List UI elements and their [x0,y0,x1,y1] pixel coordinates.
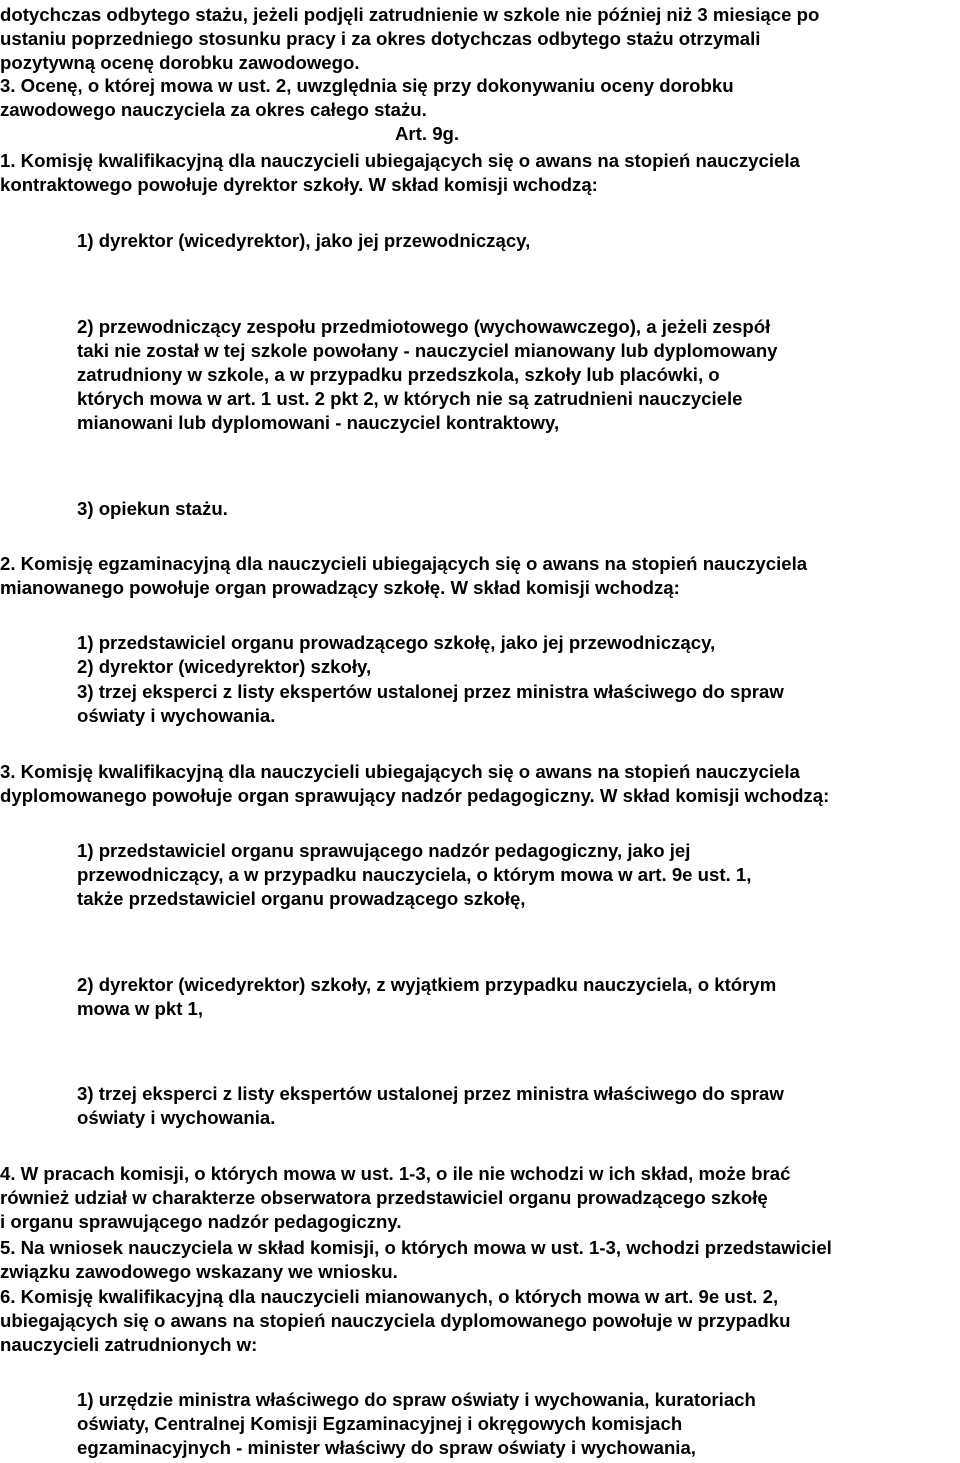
text-line: 4. W pracach komisji, o których mowa w ust. 1-3, o ile nie wchodzi w ich skład, może brać [0,1163,791,1184]
text-line: mianowanego powołuje organ prowadzący szkołę. W skład komisji wchodzą: [0,577,680,598]
text-line: dyplomowanego powołuje organ sprawujący nadzór pedagogiczny. W skład komisji wchodzą: [0,785,830,806]
text-line: 3. Komisję kwalifikacyjną dla nauczycieli ubiegających się o awans na stopień nauczyciela [0,761,800,782]
text-line: 1. Komisję kwalifikacyjną dla nauczycieli ubiegających się o awans na stopień nauczyciela [0,150,800,171]
text-line: 3. Ocenę, o której mowa w ust. 2, uwzględnia się przy dokonywaniu oceny dorobku [0,75,734,96]
text-line: mowa w pkt 1, [77,998,204,1019]
list-item: 1) przedstawiciel organu sprawującego nadzór pedagogiczny, jako jej [77,840,691,861]
text-line: 6. Komisję kwalifikacyjną dla nauczycieli mianowanych, o których mowa w art. 9e ust. 2, [0,1286,779,1307]
text-line: także przedstawiciel organu prowadzącego szkołę, [77,888,526,909]
article-heading: Art. 9g. [395,123,460,144]
text-line: pozytywną ocenę dorobku zawodowego. [0,52,360,73]
text-line: związku zawodowego wskazany we wniosku. [0,1261,398,1282]
text-line: 2. Komisję egzaminacyjną dla nauczycieli ubiegających się o awans na stopień nauczyciela [0,553,808,574]
list-item: 1) przedstawiciel organu prowadzącego szkołę, jako jej przewodniczący, [77,632,716,653]
text-line: zawodowego nauczyciela za okres całego stażu. [0,99,427,120]
list-item: 2) dyrektor (wicedyrektor) szkoły, z wyjątkiem przypadku nauczyciela, o którym [77,974,777,995]
text-line: przewodniczący, a w przypadku nauczyciela, o którym mowa w art. 9e ust. 1, [77,864,752,885]
text-line: mianowani lub dyplomowani - nauczyciel kontraktowy, [77,412,560,433]
text-line: egzaminacyjnych - minister właściwy do spraw oświaty i wychowania, [77,1437,696,1458]
text-line: oświaty i wychowania. [77,705,276,726]
text-line: których mowa w art. 1 ust. 2 pkt 2, w których nie są zatrudnieni nauczyciele [77,388,743,409]
text-line: oświaty i wychowania. [77,1107,276,1128]
text-line: kontraktowego powołuje dyrektor szkoły. W skład komisji wchodzą: [0,174,598,195]
text-line: ustaniu poprzedniego stosunku pracy i za okres dotychczas odbytego stażu otrzymali [0,28,761,49]
list-item: 3) trzej eksperci z listy ekspertów ustalonej przez ministra właściwego do spraw [77,681,784,702]
list-item: 1) dyrektor (wicedyrektor), jako jej przewodniczący, [77,230,531,251]
text-line: ubiegających się o awans na stopień nauczyciela dyplomowanego powołuje w przypadku [0,1310,791,1331]
text-line: taki nie został w tej szkole powołany - nauczyciel mianowany lub dyplomowany [77,340,778,361]
list-item: 1) urzędzie ministra właściwego do spraw oświaty i wychowania, kuratoriach [77,1389,756,1410]
list-item: 3) trzej eksperci z listy ekspertów ustalonej przez ministra właściwego do spraw [77,1083,784,1104]
list-item: 2) przewodniczący zespołu przedmiotowego (wychowawczego), a jeżeli zespół [77,316,771,337]
text-line: oświaty, Centralnej Komisji Egzaminacyjnej i okręgowych komisjach [77,1413,683,1434]
text-line: i organu sprawującego nadzór pedagogiczny. [0,1211,402,1232]
list-item: 2) dyrektor (wicedyrektor) szkoły, [77,656,372,677]
text-line: zatrudniony w szkole, a w przypadku przedszkola, szkoły lub placówki, o [77,364,720,385]
text-line: nauczycieli zatrudnionych w: [0,1334,258,1355]
list-item: 3) opiekun stażu. [77,498,228,519]
text-line: 5. Na wniosek nauczyciela w skład komisji, o których mowa w ust. 1-3, wchodzi przedstawiciel [0,1237,832,1258]
text-line: również udział w charakterze obserwatora przedstawiciel organu prowadzącego szkołę [0,1187,768,1208]
text-line: dotychczas odbytego stażu, jeżeli podjęli zatrudnienie w szkole nie później niż 3 miesiące po [0,4,820,25]
